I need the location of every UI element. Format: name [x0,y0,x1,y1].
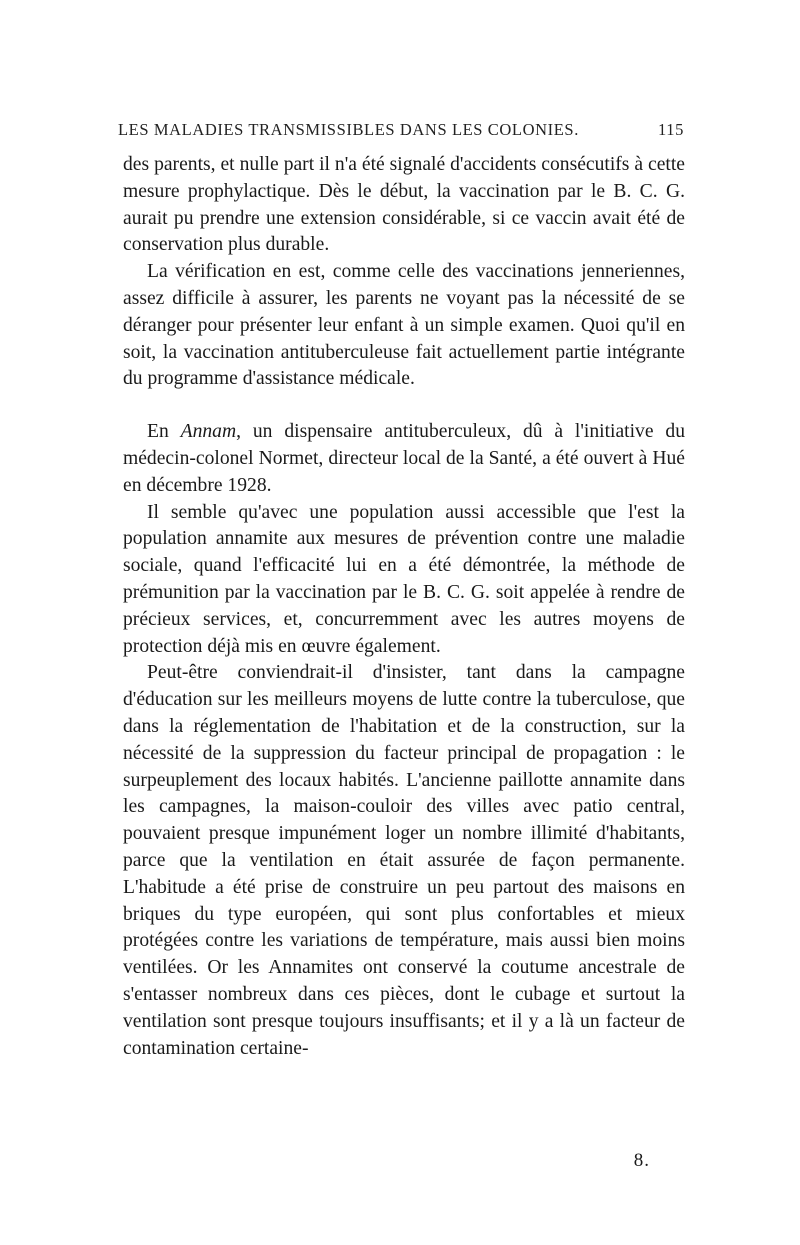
page-number: 115 [658,120,684,139]
running-title: LES MALADIES TRANSMISSIBLES DANS LES COLONIES. [118,120,579,139]
paragraph-3-lead: En [147,421,181,443]
paragraph-4: Il semble qu'avec une population aussi accessible que l'est la population annamite aux mesures de prévention contre une maladie sociale, quand l'efficacité lui en a été démontrée, la méthode de prémunition par la vaccination par le B. C. G. soit appelée à rendre de précieux services, et, concurremment avec les autres moyens de protection déjà mis en œuvre également. [123,501,685,657]
paragraph-1: des parents, et nulle part il n'a été signalé d'accidents consécutifs à cette mesure prophylactique. Dès le début, la vaccination par le B. C. G. aurait pu prendre une extension considérable, si ce vaccin avait été de conservation plus durable. [123,154,685,256]
body-text [123,152,685,1062]
paragraph-5: Peut-être conviendrait-il d'insister, tant dans la campagne d'éducation sur les meilleurs moyens de lutte contre la tuberculose, que dans la réglementation de l'habitation et de la construction, sur la nécessité de la suppression du facteur principal de propagation : le surpeuplement des locaux habités. L'ancienne paillotte annamite dans les campagnes, la maison-couloir des villes avec patio central, pouvaient presque impunément loger un nombre illimité d'habitants, parce que la ventilation en était assurée de façon permanente. L'habitude a été prise de construire un peu partout des maisons en briques du type européen, qui sont plus confortables et mieux protégées contre les variations de température, mais aussi bien moins ventilées. Or les Annamites ont conservé la coutume ancestrale de s'entasser nombreux dans ces pièces, dont le cubage et surtout la ventilation sont presque toujours insuffisants; et il y a là un facteur de contamination certaine- [123,662,685,1059]
paragraph-3-text: , un dispensaire antituberculeux, dû à l'initiative du médecin-colonel Normet, directeur local de la Santé, a été ouvert à Hué en décembre 1928. [123,421,685,496]
running-header [118,120,684,140]
paragraph-3 [123,419,685,499]
signature-mark: 8. [633,1150,650,1171]
paragraph-2: La vérification en est, comme celle des vaccinations jenneriennes, assez difficile à assurer, les parents ne voyant pas la nécessité de se déranger pour présenter leur enfant à un simple examen. Quoi qu'il en soit, la vaccination antituberculeuse fait actuellement partie intégrante du programme d'assistance médicale. [123,261,685,390]
place-name-annam: Annam [180,421,237,443]
